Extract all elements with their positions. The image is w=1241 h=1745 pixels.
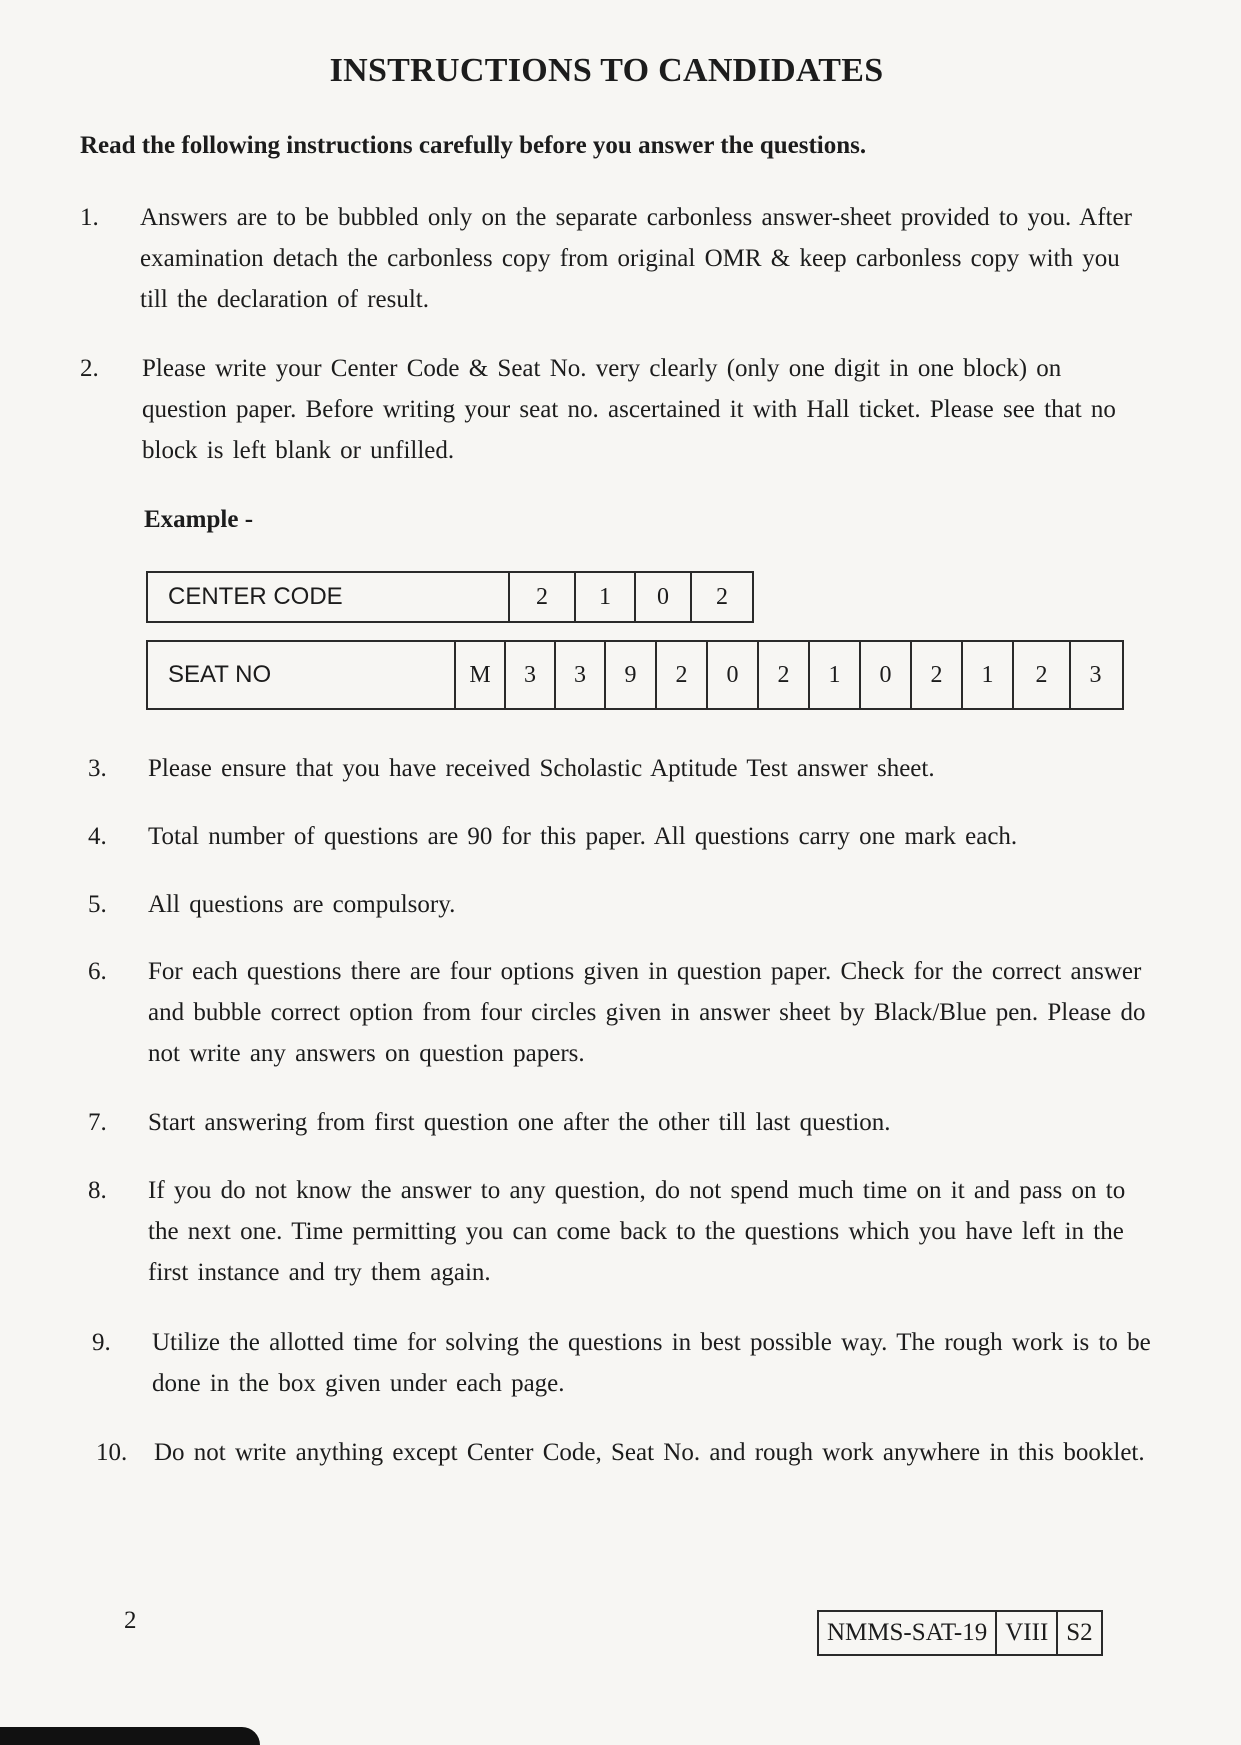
seat-no-digit: 2 — [759, 642, 810, 708]
center-code-digit: 2 — [510, 573, 576, 621]
instruction-number: 8. — [88, 1177, 107, 1204]
seat-no-digit: 3 — [556, 642, 606, 708]
paper-code-part: NMMS-SAT-19 — [819, 1612, 997, 1654]
seat-no-digit: 2 — [912, 642, 963, 708]
example-heading: Example - — [144, 506, 254, 533]
seat-no-digit: 3 — [1089, 661, 1102, 688]
seat-no-box — [146, 640, 1124, 710]
seat-no-digit: 1 — [963, 642, 1014, 708]
center-code-box — [146, 571, 754, 623]
instruction-text: Please write your Center Code & Seat No. very clearly (only one digit in one block) on question paper. Before writing your seat no. ascertained it with Hall ticket. Please see that no block is left blank or unfilled. — [142, 355, 1116, 464]
center-code-label: CENTER CODE — [148, 573, 510, 621]
seat-no-digit: 2 — [1014, 642, 1071, 708]
center-code-digit: 2 — [716, 583, 728, 610]
seat-no-digit: M — [456, 642, 506, 708]
instruction-number: 10. — [96, 1439, 128, 1466]
scan-shadow-edge — [0, 1727, 260, 1745]
instruction-text: Total number of questions are 90 for this paper. All questions carry one mark each. — [148, 823, 1018, 850]
instruction-text: If you do not know the answer to any question, do not spend much time on it and pass on to the next one. Time permitting you can come back to the questions which you have left in the first instance and try them again. — [148, 1177, 1126, 1286]
instruction-number: 6. — [88, 958, 107, 985]
instruction-number: 1. — [80, 204, 99, 231]
paper-code-part: S2 — [1066, 1619, 1093, 1646]
instruction-text: Please ensure that you have received Scholastic Aptitude Test answer sheet. — [148, 755, 935, 782]
center-code-digit: 0 — [636, 573, 692, 621]
seat-no-digit: 3 — [506, 642, 556, 708]
instruction-number: 9. — [92, 1329, 111, 1356]
center-code-digit: 1 — [576, 573, 636, 621]
seat-no-digit: 1 — [810, 642, 861, 708]
instruction-text: Answers are to be bubbled only on the separate carbonless answer-sheet provided to you. After examination detach the carbonless copy from original OMR & keep carbonless copy with you till the declaration of result. — [140, 204, 1132, 313]
instruction-number: 3. — [88, 755, 107, 782]
seat-no-digit: 2 — [657, 642, 708, 708]
instruction-number: 5. — [88, 891, 107, 918]
seat-no-digit: 0 — [708, 642, 759, 708]
page-number: 2 — [124, 1607, 137, 1634]
instruction-text: For each questions there are four options given in question paper. Check for the correct answer and bubble correct option from four circles given in answer sheet by Black/Blue pen. Please do not write any answers on question papers. — [148, 958, 1146, 1067]
page-title: INSTRUCTIONS TO CANDIDATES — [329, 52, 884, 89]
seat-no-digit: 9 — [606, 642, 657, 708]
instruction-text: Start answering from first question one after the other till last question. — [148, 1109, 891, 1136]
seat-no-digit: 0 — [861, 642, 912, 708]
seat-no-label: SEAT NO — [148, 642, 456, 708]
instruction-number: 7. — [88, 1109, 107, 1136]
paper-code-part: VIII — [997, 1612, 1058, 1654]
lead-instruction: Read the following instructions carefully before you answer the questions. — [80, 132, 867, 159]
instruction-text: Do not write anything except Center Code, Seat No. and rough work anywhere in this booklet. — [154, 1439, 1145, 1466]
instruction-text: Utilize the allotted time for solving the questions in best possible way. The rough work is to be done in the box given under each page. — [152, 1329, 1151, 1397]
paper-code-box — [817, 1610, 1103, 1656]
instruction-number: 4. — [88, 823, 107, 850]
instruction-text: All questions are compulsory. — [148, 891, 456, 918]
instruction-number: 2. — [80, 355, 99, 382]
